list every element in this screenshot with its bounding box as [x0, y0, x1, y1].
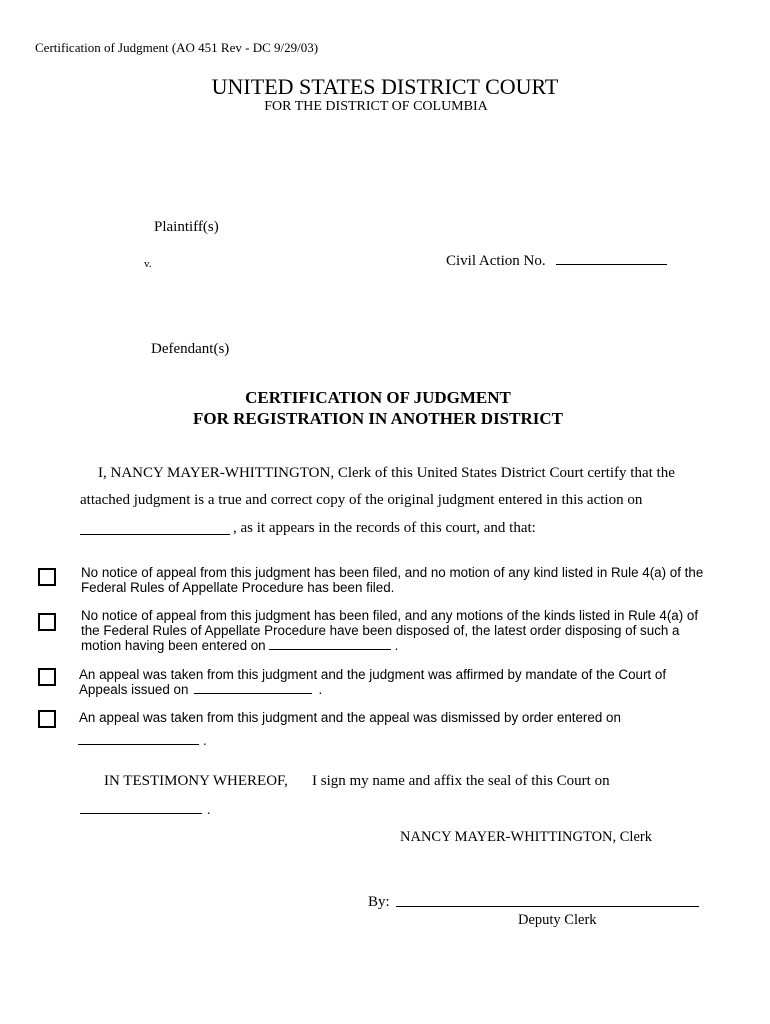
option-suffix: .	[203, 733, 207, 748]
certification-line1: I, NANCY MAYER-WHITTINGTON, Clerk of this United States District Court certify that the	[98, 465, 675, 481]
document-title-line2: FOR REGISTRATION IN ANOTHER DISTRICT	[193, 409, 563, 428]
court-name: UNITED STATES DISTRICT COURT	[211, 74, 559, 99]
option-no-appeal-motions-disposed	[81, 608, 698, 653]
testimony-suffix: .	[207, 803, 211, 818]
clerk-name: NANCY MAYER-WHITTINGTON, Clerk	[400, 829, 652, 845]
testimony-date-row	[80, 803, 211, 819]
option-no-appeal-no-motion	[81, 565, 703, 595]
motion-order-date-field[interactable]	[269, 649, 391, 650]
option-suffix: .	[394, 638, 399, 653]
plaintiff-label: Plaintiff(s)	[154, 219, 219, 235]
civil-action-number-field[interactable]	[556, 264, 667, 265]
certification-line3: , as it appears in the records of this court, and that:	[233, 520, 536, 536]
deputy-clerk-label: Deputy Clerk	[518, 912, 597, 928]
option-line: No notice of appeal from this judgment has been filed, and no motion of any kind listed in Rule 4(a) of the	[81, 565, 704, 580]
option-appeal-dismissed	[79, 710, 621, 725]
checkbox-no-appeal-no-motion[interactable]	[38, 568, 56, 586]
dismissal-date-field[interactable]	[78, 744, 199, 745]
signature-line[interactable]	[396, 906, 699, 907]
option-line: No notice of appeal from this judgment has been filed, and any motions of the kinds listed in Rule 4(a) of	[81, 608, 699, 623]
option-line: An appeal was taken from this judgment and the appeal was dismissed by order entered on	[79, 710, 621, 725]
option-line: the Federal Rules of Appellate Procedure have been disposed of, the latest order disposing of such a	[81, 623, 680, 638]
option-line: Federal Rules of Appellate Procedure has been filed.	[81, 580, 395, 595]
by-label: By:	[368, 894, 390, 910]
checkbox-no-appeal-motions-disposed[interactable]	[38, 613, 56, 631]
option-suffix: .	[318, 682, 323, 697]
dismissal-date-row	[78, 733, 207, 748]
form-identifier: Certification of Judgment (AO 451 Rev - DC 9/29/03)	[35, 40, 319, 55]
defendant-label: Defendant(s)	[151, 341, 230, 357]
certification-line2: attached judgment is a true and correct copy of the original judgment entered in this action on	[80, 492, 643, 508]
document-title-line1: CERTIFICATION OF JUDGMENT	[245, 388, 511, 407]
option-line: Appeals issued on	[79, 682, 189, 697]
testimony-date-field[interactable]	[80, 813, 202, 814]
testimony-statement: I sign my name and affix the seal of this Court on	[312, 773, 610, 789]
testimony-whereof: IN TESTIMONY WHEREOF,	[104, 773, 288, 789]
civil-action-label: Civil Action No.	[446, 253, 546, 269]
option-line: An appeal was taken from this judgment and the judgment was affirmed by mandate of the Court of	[79, 667, 667, 682]
district-name: FOR THE DISTRICT OF COLUMBIA	[264, 99, 488, 114]
mandate-date-field[interactable]	[194, 693, 312, 694]
option-appeal-affirmed	[79, 667, 666, 697]
judgment-date-field[interactable]	[80, 518, 230, 535]
option-line: motion having been entered on	[81, 638, 266, 653]
checkbox-appeal-affirmed[interactable]	[38, 668, 56, 686]
versus-label: v.	[144, 258, 152, 270]
checkbox-appeal-dismissed[interactable]	[38, 710, 56, 728]
